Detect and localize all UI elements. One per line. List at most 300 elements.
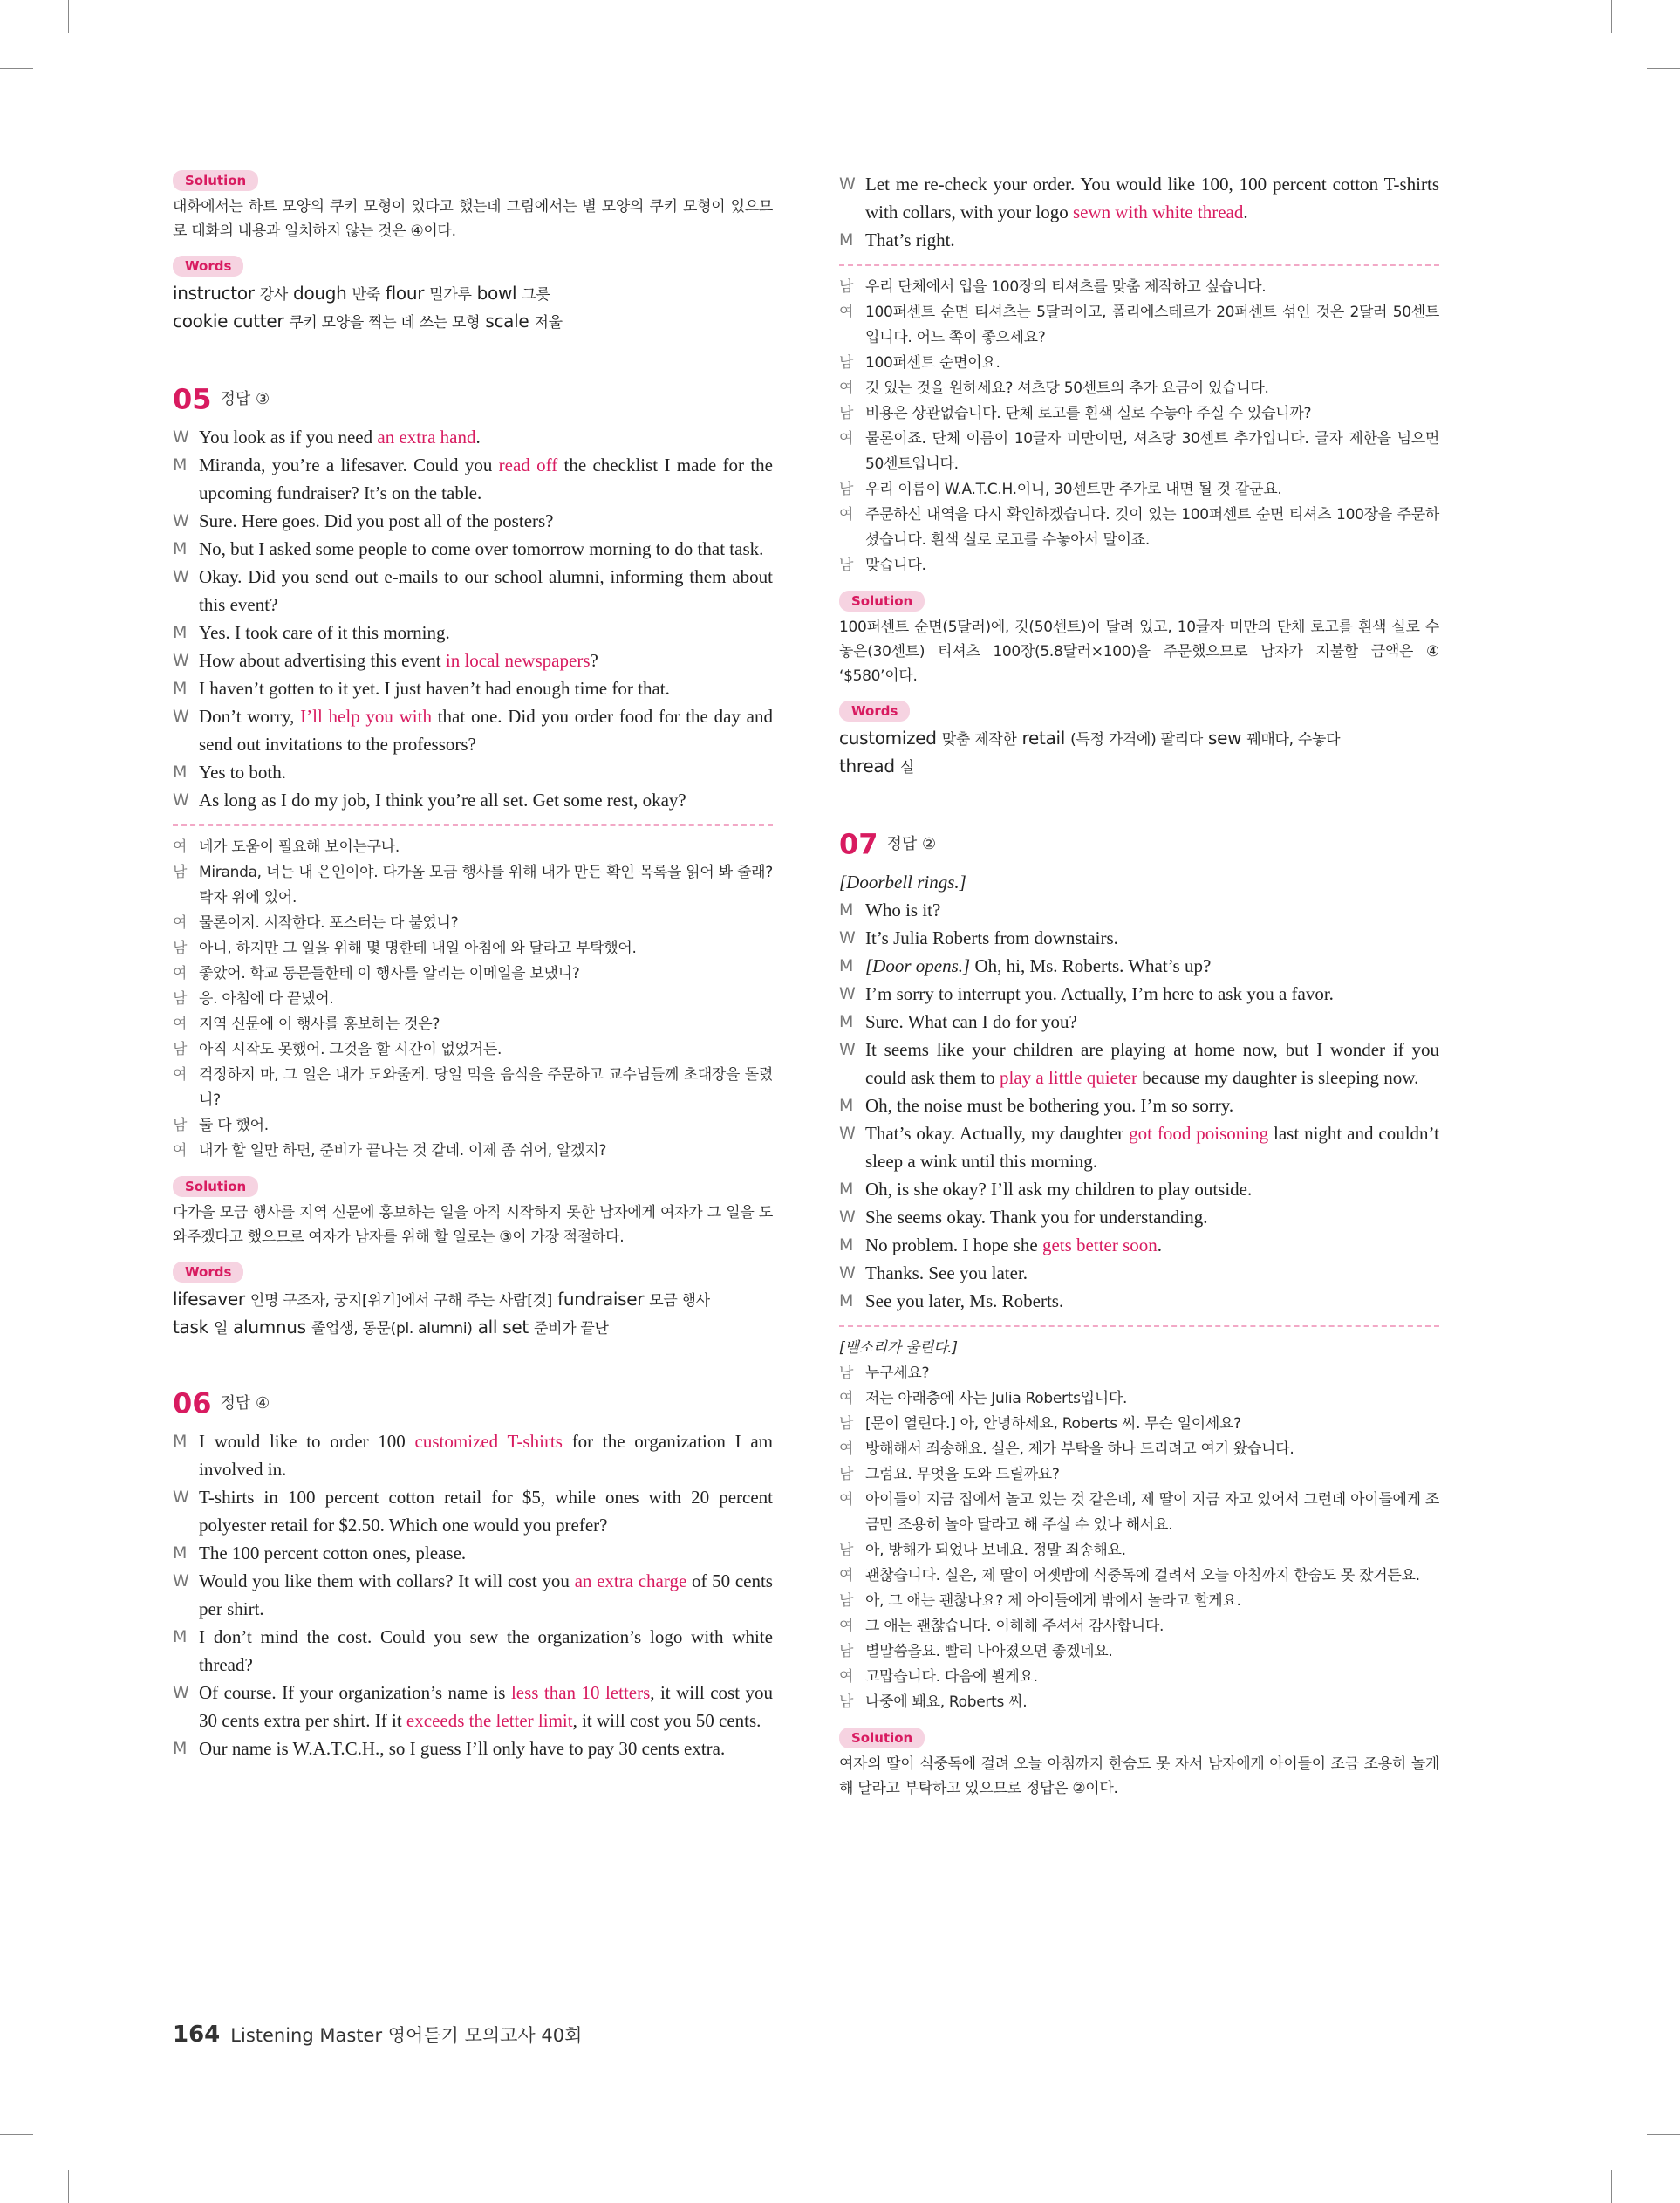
divider [173, 824, 773, 826]
vocab-term: customized [839, 728, 942, 749]
text-segment: That’s right. [865, 229, 955, 250]
translation-line [173, 961, 773, 987]
line-text [199, 1567, 773, 1623]
solution-label: Solution [839, 1728, 925, 1748]
words-list [173, 1286, 773, 1342]
vocab-term: alumnus [228, 1317, 311, 1338]
line-text [199, 647, 773, 674]
line-text [199, 451, 773, 507]
dialogue-line [173, 1623, 773, 1679]
key-phrase: gets better soon [1041, 1235, 1158, 1255]
question-07 [839, 826, 1439, 1801]
key-phrase: got food poisoning [1129, 1123, 1269, 1144]
line-text [199, 563, 773, 619]
speaker: 남 [839, 1643, 854, 1660]
speaker: M [173, 623, 188, 642]
line-text [865, 1203, 1439, 1231]
dialogue-line [173, 702, 773, 758]
dialogue-line [173, 1679, 773, 1734]
speaker: 여 [173, 1066, 188, 1084]
line-text [199, 702, 773, 758]
key-phrase: in local newspapers [445, 650, 591, 671]
translation-line [839, 477, 1439, 503]
vocab-meaning: 밀가루 [429, 286, 472, 304]
page-number: 164 [173, 2022, 221, 2048]
question-06 [173, 1385, 773, 1762]
translation-line [839, 427, 1439, 477]
translation-line [839, 1462, 1439, 1488]
line-text: [문이 열린다.] 아, 안녕하세요, Roberts 씨. 무슨 일이세요? [865, 1415, 1241, 1433]
vocab-meaning: 강사 [259, 286, 288, 304]
text-segment: You look as if you need [199, 427, 378, 448]
page-footer [173, 2022, 582, 2048]
crop-mark [1611, 0, 1612, 33]
dialogue-line [173, 1539, 773, 1567]
text-segment: No problem. I hope she [865, 1235, 1042, 1255]
translation-line [173, 1012, 773, 1037]
q6-solution [839, 591, 1439, 688]
q6-words [839, 701, 1439, 781]
line-text [199, 423, 773, 451]
line-text [865, 952, 1439, 980]
dialogue-line [173, 647, 773, 674]
solution-text: 대화에서는 하트 모양의 쿠키 모형이 있다고 했는데 그림에서는 별 모양의 쿠키 모형이 있으므로 대화의 내용과 일치하지 않는 것은 ④이다. [173, 198, 773, 240]
translation-line [173, 1139, 773, 1164]
speaker: W [839, 1208, 856, 1227]
line-text [865, 1175, 1439, 1203]
line-text: 내가 할 일만 하면, 준비가 끝나는 것 같네. 이제 좀 쉬어, 알겠지? [199, 1142, 607, 1160]
line-text: 좋았어. 학교 동문들한테 이 행사를 알리는 이메일을 보냈니? [199, 965, 580, 982]
question-header [839, 826, 1439, 861]
translation-line [173, 835, 773, 860]
text-segment: of 50 cents per shirt. [199, 1570, 773, 1619]
translation-line [173, 860, 773, 911]
vocab-meaning: 꿰매다, 수놓다 [1246, 731, 1341, 749]
crop-mark [1611, 2170, 1612, 2203]
left-column [173, 170, 773, 1762]
words-label: Words [173, 256, 243, 277]
speaker: W [173, 1488, 189, 1507]
vocab-meaning: 실 [899, 759, 914, 777]
speaker: 남 [839, 481, 854, 498]
text-segment: Yes. I took care of it this morning. [199, 622, 450, 643]
line-text [865, 924, 1439, 952]
line-text: 나중에 봬요, Roberts 씨. [865, 1693, 1028, 1711]
line-text [865, 1119, 1439, 1175]
korean-stage-direction: [벨소리가 울린다.] [839, 1339, 958, 1357]
line-text: 아직 시작도 못했어. 그것을 할 시간이 없었거든. [199, 1041, 502, 1058]
text-segment: Okay. Did you send out e-mails to our school alumni, informing them about this event? [199, 566, 773, 615]
line-text [865, 896, 1439, 924]
crop-mark [0, 68, 33, 69]
text-segment: How about advertising this event [199, 650, 446, 671]
speaker: 남 [839, 405, 854, 422]
speaker: W [839, 1263, 856, 1283]
text-segment: See you later, Ms. Roberts. [865, 1290, 1064, 1311]
text-segment: because my daughter is sleeping now. [1137, 1067, 1419, 1088]
dialogue-korean [839, 275, 1439, 578]
speaker: W [173, 511, 189, 530]
key-phrase: read off [498, 455, 558, 475]
dialogue-line [839, 226, 1439, 254]
speaker: M [173, 455, 188, 475]
text-segment: , it will cost you 50 cents. [572, 1710, 761, 1731]
line-text: Miranda, 너는 내 은인이야. 다가올 모금 행사를 위해 내가 만든 확인 목록을 읽어 봐 줄래? 탁자 위에 있어. [199, 864, 773, 907]
speaker: 여 [173, 914, 188, 932]
speaker: M [839, 1235, 854, 1255]
key-phrase: exceeds the letter limit [406, 1710, 573, 1731]
speaker: M [839, 230, 854, 250]
vocab-meaning: 모금 행사 [649, 1292, 710, 1310]
line-text: 맞습니다. [865, 557, 926, 574]
solution-text: 여자의 딸이 식중독에 걸려 오늘 아침까지 한숨도 못 자서 남자에게 아이들이 조금 조용히 놀게 해 달라고 부탁하고 있으므로 정답은 ②이다. [839, 1755, 1439, 1797]
text-segment: Would you like them with collars? It will cost you [199, 1570, 575, 1591]
line-text: 네가 도움이 필요해 보이는구나. [199, 838, 400, 856]
dialogue-line [173, 451, 773, 507]
speaker: W [839, 928, 856, 948]
translation-line [839, 1437, 1439, 1462]
vocab-term: lifesaver [173, 1289, 250, 1310]
crop-mark [1647, 68, 1680, 69]
text-segment: the checklist I made for the upcoming fundraiser? It’s on the table. [199, 455, 773, 503]
translation-line [839, 503, 1439, 553]
speaker: M [839, 1180, 854, 1199]
words-list [173, 280, 773, 336]
dialogue-line [839, 980, 1439, 1008]
dialogue-line [173, 619, 773, 647]
dialogue-line [173, 423, 773, 451]
speaker: W [839, 1124, 856, 1143]
speaker: 남 [839, 354, 854, 372]
text-segment: last night and couldn’t sleep a wink until this morning. [865, 1123, 1439, 1172]
speaker: M [839, 900, 854, 920]
translation-line [839, 1538, 1439, 1563]
speaker: 여 [839, 1668, 854, 1686]
q5-solution [173, 1176, 773, 1249]
text-segment: I haven’t gotten to it yet. I just haven’t had enough time for that. [199, 678, 670, 699]
speaker: 남 [839, 1592, 854, 1610]
translation-line [839, 1563, 1439, 1589]
text-segment: Let me re-check your order. You would like 100, 100 percent cotton T-shirts with collars, with your logo [865, 174, 1439, 222]
speaker: 남 [839, 278, 854, 296]
speaker: 여 [839, 1440, 854, 1458]
speaker: W [173, 1683, 189, 1702]
speaker: 여 [839, 1491, 854, 1509]
line-text [865, 1008, 1439, 1036]
key-phrase: I’ll help you with [300, 706, 432, 727]
line-text [199, 535, 773, 563]
translation-line [839, 1665, 1439, 1690]
vocab-term: fundraiser [552, 1289, 650, 1310]
line-text: 100퍼센트 순면 티셔츠는 5달러이고, 폴리에스테르가 20퍼센트 섞인 것은 2달러 50센트입니다. 어느 쪽이 좋으세요? [865, 304, 1439, 346]
vocab-meaning: 준비가 끝난 [533, 1320, 609, 1338]
vocab-meaning: 맞춤 제작한 [941, 731, 1017, 749]
vocab-term: bowl [471, 283, 522, 304]
text-segment: for the organization I am involved in. [199, 1431, 774, 1480]
speaker: M [173, 679, 188, 698]
text-segment: T-shirts in 100 percent cotton retail for $5, while ones with 20 percent polyester retail for $2.50. Which one would you prefer? [199, 1487, 773, 1536]
q4-words [173, 256, 773, 336]
text-segment: It’s Julia Roberts from downstairs. [865, 927, 1118, 948]
dialogue-english [839, 170, 1439, 254]
speaker: 여 [173, 1016, 188, 1033]
line-text: 걱정하지 마, 그 일은 내가 도와줄게. 당일 먹을 음식을 주문하고 교수님들께 초대장을 돌렸니? [199, 1066, 773, 1109]
book-title: Listening Master 영어듣기 모의고사 40회 [230, 2025, 583, 2046]
dialogue-line [173, 786, 773, 814]
line-text: 별말씀을요. 빨리 나아졌으면 좋겠네요. [865, 1643, 1113, 1660]
speaker: W [839, 984, 856, 1003]
line-text [865, 980, 1439, 1008]
translation-line [839, 351, 1439, 376]
dialogue-line [173, 1734, 773, 1762]
words-label: Words [173, 1262, 243, 1283]
line-text: 방해해서 죄송해요. 실은, 제가 부탁을 하나 드리려고 여기 왔습니다. [865, 1440, 1294, 1458]
vocab-term: instructor [173, 283, 260, 304]
line-text: 아이들이 지금 집에서 놀고 있는 것 같은데, 제 딸이 지금 자고 있어서 그런데 아이들에게 조금만 조용히 놀아 달라고 해 주실 수 있나 해서요. [865, 1491, 1439, 1534]
translation-line [173, 936, 773, 961]
line-text: 그 애는 괜찮습니다. 이해해 주셔서 감사합니다. [865, 1618, 1164, 1635]
line-text: 아, 방해가 되었나 보네요. 정말 죄송해요. [865, 1542, 1126, 1559]
line-text: 누구세요? [865, 1365, 930, 1382]
dialogue-line [839, 1008, 1439, 1036]
line-text: 우리 단체에서 입을 100장의 티셔츠를 맞춤 제작하고 싶습니다. [865, 278, 1267, 296]
speaker: 여 [839, 304, 854, 321]
speaker: 남 [839, 1365, 854, 1382]
line-text [865, 170, 1439, 226]
line-text [865, 1259, 1439, 1287]
speaker: 남 [173, 1041, 188, 1058]
speaker: 여 [173, 1142, 188, 1160]
question-number: 07 [839, 827, 878, 861]
vocab-term: retail [1016, 728, 1071, 749]
text-segment: Oh, the noise must be bothering you. I’m so sorry. [865, 1095, 1234, 1116]
key-phrase: an extra charge [574, 1570, 687, 1591]
speaker: 여 [839, 1390, 854, 1407]
dialogue-line [839, 1119, 1439, 1175]
dialogue-line [839, 924, 1439, 952]
text-segment: . [1243, 202, 1248, 222]
dialogue-line [173, 507, 773, 535]
text-segment: Yes to both. [199, 762, 286, 783]
line-text [199, 1623, 773, 1679]
divider [839, 264, 1439, 266]
line-text [865, 1231, 1439, 1259]
speaker: M [173, 1432, 188, 1451]
speaker: M [839, 1012, 854, 1031]
solution-label: Solution [173, 170, 258, 191]
words-list [839, 725, 1439, 781]
speaker: M [839, 956, 854, 975]
text-segment: Sure. What can I do for you? [865, 1011, 1077, 1032]
translation-line [839, 553, 1439, 578]
vocab-meaning: 졸업생, 동문(pl. alumni) [311, 1320, 473, 1338]
line-text: 고맙습니다. 다음에 뵐게요. [865, 1668, 1038, 1686]
vocab-term: flour [379, 283, 430, 304]
translation-line [173, 1063, 773, 1113]
line-text [865, 226, 1439, 254]
line-text: 저는 아래층에 사는 Julia Roberts입니다. [865, 1390, 1128, 1407]
translation-line [173, 987, 773, 1012]
line-text [199, 1539, 773, 1567]
line-text: 비용은 상관없습니다. 단체 로고를 흰색 실로 수놓아 주실 수 있습니까? [865, 405, 1312, 422]
line-text [199, 507, 773, 535]
speaker: M [173, 1543, 188, 1563]
line-text [199, 1679, 773, 1734]
line-text: 지역 신문에 이 행사를 홍보하는 것은? [199, 1016, 440, 1033]
speaker: 여 [839, 506, 854, 523]
dialogue-line [839, 170, 1439, 226]
vocab-term: all set [472, 1317, 534, 1338]
dialogue-line [173, 674, 773, 702]
translation-line [839, 275, 1439, 300]
vocab-meaning: 일 [213, 1320, 229, 1338]
key-phrase: sewn with white thread [1072, 202, 1244, 222]
dialogue-korean [173, 835, 773, 1164]
text-segment: Oh, hi, Ms. Roberts. What’s up? [970, 955, 1212, 976]
text-segment: Miranda, you’re a lifesaver. Could you [199, 455, 499, 475]
text-segment: ? [590, 650, 598, 671]
dialogue-korean [839, 1361, 1439, 1715]
dialogue-line [839, 1203, 1439, 1231]
question-header [173, 1385, 773, 1420]
vocab-meaning: 반죽 [352, 286, 380, 304]
translation-line [839, 1412, 1439, 1437]
speaker: W [173, 1571, 189, 1591]
answer-key: 정답 ② [886, 834, 937, 853]
line-text: 물론이지. 시작한다. 포스터는 다 붙였니? [199, 914, 459, 932]
line-text: 100퍼센트 순면이요. [865, 354, 1000, 372]
vocab-term: sew [1202, 728, 1247, 749]
vocab-term: dough [288, 283, 352, 304]
vocab-row [173, 1286, 773, 1314]
speaker: 여 [839, 430, 854, 448]
dialogue-line [839, 1036, 1439, 1091]
dialogue-line [839, 1287, 1439, 1315]
speaker: M [173, 1739, 188, 1758]
dialogue-line [173, 1483, 773, 1539]
speaker: 남 [839, 1466, 854, 1483]
vocab-meaning: 인명 구조자, 궁지[위기]에서 구해 주는 사람[것] [249, 1292, 553, 1310]
speaker: M [839, 1291, 854, 1310]
speaker: 여 [173, 838, 188, 856]
dialogue-line [839, 1231, 1439, 1259]
dialogue-english [173, 1427, 773, 1762]
line-text: 괜찮습니다. 실은, 제 딸이 어젯밤에 식중독에 걸려서 오늘 아침까지 한숨도 못 잤거든요. [865, 1567, 1420, 1584]
line-text: 그럼요. 무엇을 도와 드릴까요? [865, 1466, 1060, 1483]
dialogue-english [173, 423, 773, 814]
key-phrase: an extra hand [377, 427, 476, 448]
vocab-meaning: 그릇 [522, 286, 550, 304]
dialogue-line [839, 952, 1439, 980]
line-text [199, 1483, 773, 1539]
speaker: W [173, 428, 189, 447]
vocab-term: thread [839, 756, 900, 777]
speaker: W [173, 790, 189, 810]
key-phrase: less than 10 letters [510, 1682, 651, 1703]
words-label: Words [839, 701, 910, 722]
speaker: W [173, 567, 189, 586]
solution-text: 다가올 모금 행사를 지역 신문에 홍보하는 일을 아직 시작하지 못한 남자에게 여자가 그 일을 도와주겠다고 했으므로 여자가 남자를 위해 할 일로는 ③이 가장 적절하다. [173, 1204, 773, 1246]
line-text: 깃 있는 것을 원하세요? 셔츠당 50센트의 추가 요금이 있습니다. [865, 380, 1269, 397]
line-text [199, 674, 773, 702]
translation-line [839, 1614, 1439, 1639]
translation-line [839, 401, 1439, 427]
q4-solution [173, 170, 773, 243]
crop-mark [68, 2170, 69, 2203]
translation-line [839, 376, 1439, 401]
text-segment: The 100 percent cotton ones, please. [199, 1543, 467, 1563]
dialogue-english [839, 896, 1439, 1315]
solution-label: Solution [839, 591, 925, 612]
speaker: 남 [173, 1117, 188, 1134]
key-phrase: customized T-shirts [414, 1431, 563, 1452]
question-number: 05 [173, 382, 212, 416]
dialogue-line [173, 535, 773, 563]
dialogue-line [839, 1259, 1439, 1287]
vocab-meaning: (특정 가격에) 팔리다 [1070, 731, 1203, 749]
speaker: 남 [173, 990, 188, 1008]
translation-line [173, 1113, 773, 1139]
vocab-term: cookie cutter [173, 311, 290, 332]
dialogue-line [839, 896, 1439, 924]
text-segment: , it will cost you 30 cents extra per shirt. If it [199, 1682, 773, 1731]
crop-mark [68, 0, 69, 33]
speaker: 여 [839, 1567, 854, 1584]
translation-line [173, 1037, 773, 1063]
line-text: 아니, 하지만 그 일을 위해 몇 명한테 내일 아침에 와 달라고 부탁했어. [199, 940, 637, 957]
q7-solution [839, 1728, 1439, 1801]
text-segment: It seems like your children are playing at home now, but I wonder if you could ask them to [865, 1039, 1439, 1088]
text-segment: Sure. Here goes. Did you post all of the posters? [199, 510, 554, 531]
speaker: 남 [839, 1415, 854, 1433]
line-text: 아, 그 애는 괜찮나요? 제 아이들에게 밖에서 놀라고 할게요. [865, 1592, 1241, 1610]
dialogue-line [173, 1567, 773, 1623]
speaker: W [173, 707, 189, 726]
speaker: M [173, 1627, 188, 1646]
speaker: M [173, 539, 188, 558]
text-segment: . [475, 427, 481, 448]
dialogue-line [173, 563, 773, 619]
vocab-row [839, 753, 1439, 781]
dialogue-line [173, 758, 773, 786]
speaker: 여 [173, 965, 188, 982]
text-segment: Oh, is she okay? I’ll ask my children to play outside. [865, 1179, 1253, 1200]
translation-line [173, 911, 773, 936]
key-phrase: play a little quieter [999, 1067, 1138, 1088]
speaker: M [173, 763, 188, 782]
line-text [199, 619, 773, 647]
line-text: 우리 이름이 W.A.T.C.H.이니, 30센트만 추가로 내면 될 것 같군요. [865, 481, 1282, 498]
translation-line [839, 1589, 1439, 1614]
speaker: W [173, 651, 189, 670]
translation-line [839, 1690, 1439, 1715]
text-segment: Of course. If your organization’s name is [199, 1682, 511, 1703]
speaker: M [839, 1096, 854, 1115]
vocab-meaning: 쿠키 모양을 찍는 데 쓰는 모형 [289, 314, 481, 332]
question-number: 06 [173, 1386, 212, 1420]
translation-line [839, 1361, 1439, 1386]
translation-line [839, 1386, 1439, 1412]
solution-text: 100퍼센트 순면(5달러)에, 깃(50센트)이 달려 있고, 10글자 미만의 단체 로고를 흰색 실로 수놓은(30센트) 티셔츠 100장(5.8달러×100)을 주문했으므로 남자가 지불할 금액은 ④ ‘$580’이다. [839, 619, 1440, 685]
text-segment: Don’t worry, [199, 706, 301, 727]
speaker: 여 [839, 1618, 854, 1635]
line-text [199, 786, 773, 814]
right-column [839, 170, 1439, 1801]
speaker: 남 [173, 940, 188, 957]
crop-mark [1647, 2134, 1680, 2135]
speaker: 남 [839, 1693, 854, 1711]
solution-label: Solution [173, 1176, 258, 1197]
